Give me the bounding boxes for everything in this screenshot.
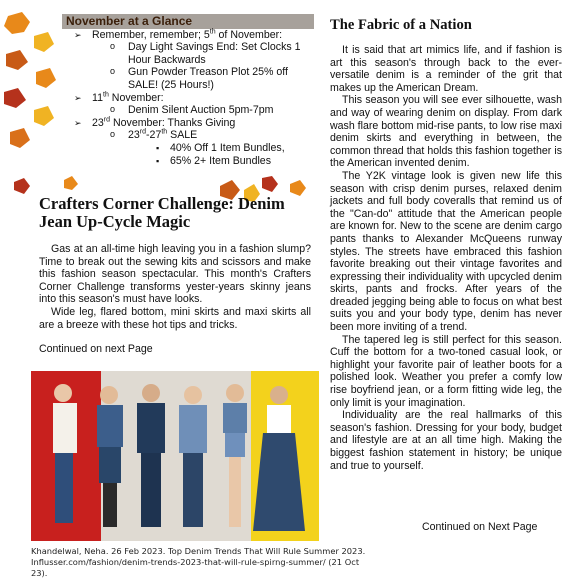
article-paragraph: This season you will see ever silhouette, wash and way of wearing denim on display. From dark wash flare bottom mid-rise pants, to low rise maxi denim skirts and everything in between, the common thread that holds this fashion together is the American invented denim. xyxy=(330,94,562,170)
crafters-article xyxy=(39,243,311,331)
article-paragraph: The Y2K vintage look is given new life this season with crisp denim purses, relaxed denim jackets and full body coveralls that remind us of the "Can-do" attitude that the American people are known for. New to the scene are denim cargo pants thanks to Alexander McQueens runway styles. The streets have embraced this fashion favorite breaking out their vintage favorites and expressing their individuality with upcycled denim skirts, pants and frocks. After years of the dreaded jegging being able to focus on what best suits you and your body type, denim has never been more inviting of a trend. xyxy=(330,169,562,334)
glance-sale: o 23rd-27th SALE xyxy=(62,129,314,142)
november-at-a-glance xyxy=(62,14,314,167)
glance-subitem: o Gun Powder Treason Plot 25% off SALE! (25 Hours!) xyxy=(62,66,314,91)
article-paragraph: It is said that art mimics life, and if fashion is art this season's through back to the ever-versatile denim is a reminder of the grit that makes up the American Dream. xyxy=(330,44,562,94)
fabric-article xyxy=(330,44,562,472)
glance-nov23: ➢ 23rd November: Thanks Giving xyxy=(62,117,314,130)
photo-caption xyxy=(31,546,371,579)
glance-nov11: ➢ 11th November: xyxy=(62,92,314,105)
leaf-icon xyxy=(4,12,56,148)
caption-line: Khandelwal, Neha. 26 Feb 2023. Top Denim Trends That Will Rule Summer 2023. xyxy=(31,546,366,556)
fabric-title: The Fabric of a Nation xyxy=(330,17,472,33)
glance-subitem: o Denim Silent Auction 5pm-7pm xyxy=(62,104,314,117)
glance-subitem: o Day Light Savings End: Set Clocks 1 Hour Backwards xyxy=(62,41,314,66)
caption-line: Influsser.com/fashion/denim-trends-2023-that-will-rule-spirng-summer/ (21 Oct 23). xyxy=(31,557,360,578)
article-paragraph: Gas at an all-time high leaving you in a fashion slump? Time to break out the sewing kits and scissors and make this fashion season spectacular. This month's Crafters Corner Challenge transforms yester-years skinny jeans into this season's must have looks. xyxy=(39,243,311,306)
glance-sale-item: ▪ 40% Off 1 Item Bundles, xyxy=(62,142,314,155)
article-paragraph: The tapered leg is still perfect for this season. Cuff the bottom for a two-toned casual look, or highlight your favorite pair of leather boots for a polished look. Weather you prefer a comfy low rise boyfriend jean, or a form fitting wide leg, the only limit is your imagination. xyxy=(330,333,562,409)
glance-sale-item: ▪ 65% 2+ Item Bundles xyxy=(62,155,314,168)
continued-label: Continued on next Page xyxy=(39,343,153,355)
denim-runway-photo xyxy=(31,371,319,541)
glance-title: November at a Glance xyxy=(62,14,314,29)
article-paragraph: Wide leg, flared bottom, mini skirts and maxi skirts all are a breeze with these hot tips and tricks. xyxy=(39,305,311,331)
crafters-title: Crafters Corner Challenge: Denim Jean Up-Cycle Magic xyxy=(39,194,285,231)
model-figure xyxy=(137,384,165,527)
model-figure xyxy=(179,386,207,527)
autumn-leaves-decoration xyxy=(0,10,60,160)
glance-remember: ➢ Remember, remember; 5th of November: xyxy=(62,29,314,42)
continued-label: Continued on Next Page xyxy=(422,521,538,533)
article-paragraph: Individuality are the real hallmarks of this season's fashion. Dressing for your body, budget and lifestyle are at an all time high. Making the biggest fashion statement in history; be unique and true to yourself. xyxy=(330,409,562,472)
